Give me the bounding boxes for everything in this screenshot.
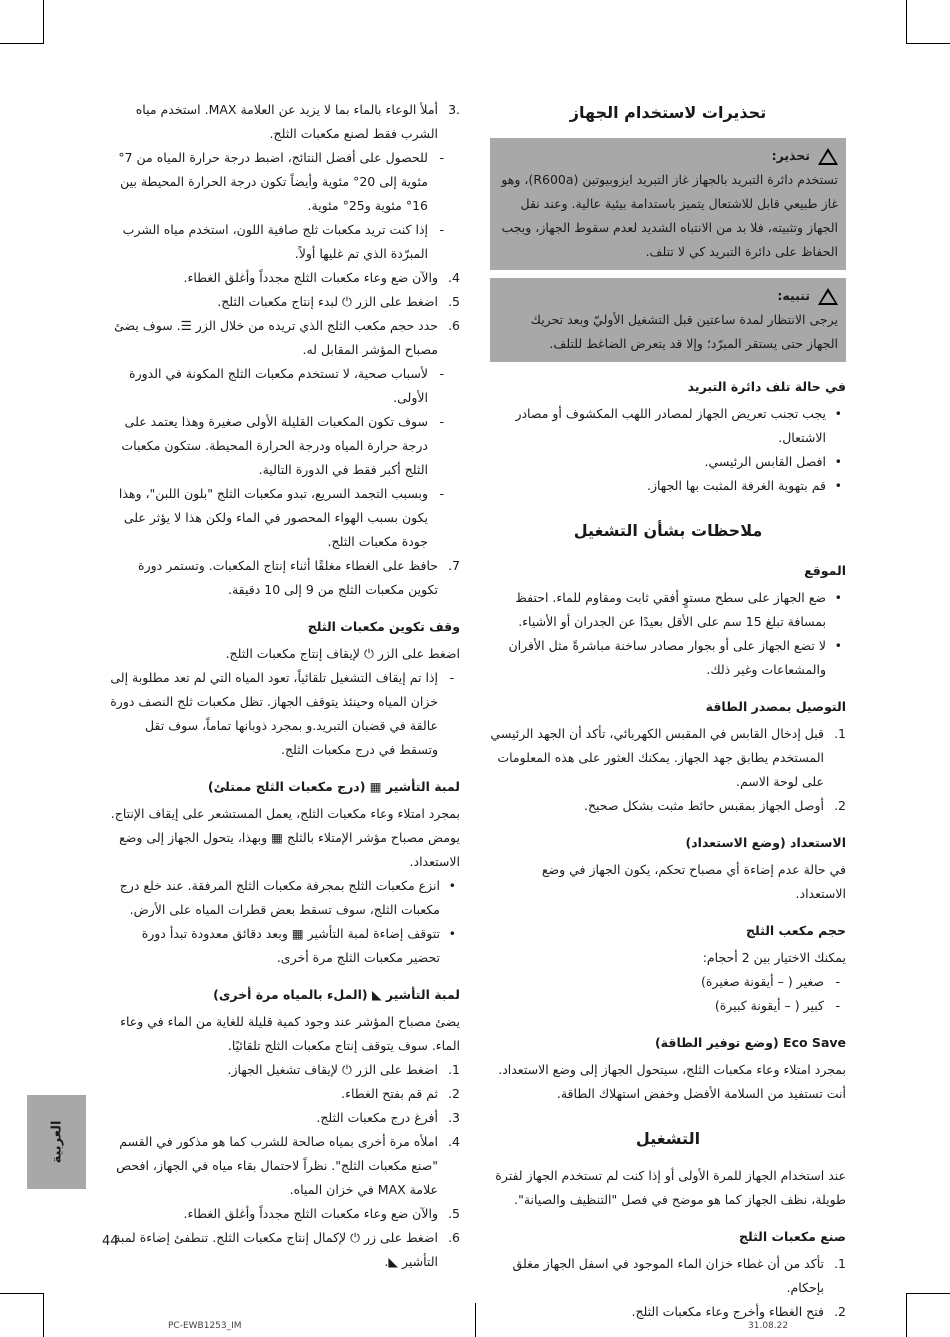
right-column <box>490 98 846 1324</box>
list-item: • قم بتهوية الغرفة المثبت بها الجهاز. <box>490 474 846 498</box>
list-item: 1. قبل إدخال القابس في المقبس الكهربائي، تأكد أن الجهد الرئيسي المستخدم يطابق جهد الجهاز. يمكنك العثور على هذه المعلومات على لوحة الاسم. <box>490 726 846 789</box>
list-item: 7. حافظ على الغطاء مغلقًا أثناء إنتاج المكعبات. وتستمر دورة تكوين مكعبات الثلج من 9 إلى 10 دقيقة. <box>138 558 460 597</box>
crop-mark <box>906 1293 907 1337</box>
eco-text: بمجرد امتلاء وعاء مكعبات الثلج، سيتحول الجهاز إلى وضع الاستعداد. أنت تستفيد من السلامة الأفضل وخفض استهلاك الطاقة. <box>498 1062 846 1101</box>
footer-code: PC-EWB1253_IM <box>168 1321 242 1331</box>
page-number: 44 <box>102 1234 119 1249</box>
notice-triangle-icon <box>818 288 838 305</box>
list-item: - لأسباب صحية، لا تستخدم مكعبات الثلج المكونة في الدورة الأولى. <box>106 362 450 410</box>
list-item: • افصل القابس الرئيسي. <box>490 450 846 474</box>
operation-text: عند استخدام الجهاز للمرة الأولى أو إذا كنت لم تستخدم الجهاز لفترة طويلة، نظف الجهاز كما هو موضح في فصل "التنظيف والصيانة". <box>495 1168 846 1207</box>
notice-title <box>498 284 838 308</box>
crop-mark <box>475 1303 476 1337</box>
full-text: بمجرد امتلاء وعاء مكعبات الثلج، يعمل المستشعر على إيقاف الإنتاج. يومض مصباح مؤشر الإمتلاء بالثلج ▦ وبهذا، يتحول الجهاز إلى وضع الاستعداد. <box>110 806 460 869</box>
list-item: 4. املأه مرة أخرى بمياه صالحة للشرب كما هو مذكور في القسم "صنع مكعبات الثلج". نظراً لاحتمال بقاء مياه في الجهاز، افحص علامة MAX في خزان المياه. <box>116 1134 460 1197</box>
language-side-tab <box>27 1095 86 1189</box>
list-item: 6. حدد حجم مكعب الثلج الذي تريده من خلال الزر ☰. سوف يضئ مصباح المؤشر المقابل له. <box>114 318 460 357</box>
list-item: 1. تأكد من أن غطاء خزان الماء الموجود في اسفل الجهاز مغلق بإحكام. <box>512 1256 846 1295</box>
list-item: 6. اضغط على زر ⏻ لإكمال إنتاج مكعبات الثلج. تنطفئ إضاءة لمبة التأشير ◣. <box>114 1230 460 1269</box>
list-item: - كبير ( – أيقونة كبيرة) <box>490 994 846 1018</box>
heading-operation: التشغيل <box>635 1129 701 1148</box>
warning-title-text: تحذير: <box>771 148 810 163</box>
list-item: • لا تضع الجهاز على أو بجوار مصادر ساخنة مباشرةً مثل الأفران والمشعاعات وغير ذلك. <box>490 634 846 682</box>
list-item: • تتوقف إضاءة لمبة التأشير ▦ وبعد دقائق معدودة تبدأ دورة تحضير مكعبات الثلج مرة أخرى. <box>106 922 460 970</box>
heading-operation-notes: ملاحظات بشأن التشغيل <box>573 521 763 540</box>
list-item: - إذا كنت تريد مكعبات ثلج صافية اللون، استخدم مياه الشرب المبرّدة الذي تم غليها أولاً. <box>106 218 450 266</box>
warning-text: تستخدم دائرة التبريد بالجهاز غاز التبريد ايزوبيوتين (R600a)، وهو غاز طبيعي قابل للاشتعال يتميز باستدامة بيئية عالية. وعند نقل الجهاز وتثبيته، فلا بد من الانتباه الشديد لعدم سقوط الجهاز، ويجب الحفاظ على دائرة التبريد كي لا تتلف. <box>501 172 838 259</box>
heading-damage: في حالة تلف دائرة التبريد <box>687 379 846 394</box>
list-item: 2. ثم قم بفتح الغطاء. <box>341 1086 460 1101</box>
notice-title-text: تنبيه: <box>777 288 810 303</box>
heading-make-ice: صنع مكعبات الثلج <box>738 1229 846 1244</box>
list-item: 3. أفرغ درج مكعبات الثلج. <box>316 1110 460 1125</box>
warning-title <box>498 144 838 168</box>
list-item: • ضع الجهاز على سطح مستوٍ أفقي ثابت ومقاوم للماء. احتفظ بمسافة تبلغ 15 سم على الأقل بعيدًا عن الجدران أو الأشياء. <box>490 586 846 634</box>
crop-mark <box>43 1293 44 1337</box>
heading-standby: الاستعداد (وضع الاستعداد) <box>685 835 846 850</box>
list-item: 5. اضغط على الزر ⏻ لبدء إنتاج مكعبات الثلج. <box>217 294 460 309</box>
list-item: 1. اضغط على الزر ⏻ لإيقاف تشغيل الجهاز. <box>227 1062 460 1077</box>
crop-mark <box>906 1293 950 1294</box>
heading-warnings: تحذيرات لاستخدام الجهاز <box>569 103 767 122</box>
language-label: العربية <box>49 1120 64 1164</box>
crop-mark <box>906 43 950 44</box>
crop-mark <box>0 1293 44 1294</box>
crop-mark <box>43 0 44 44</box>
list-item: 2. أوصل الجهاز بمقبس حائط مثبت بشكل صحيح. <box>583 798 846 813</box>
warning-box <box>490 138 846 270</box>
list-item: - وبسبب التجمد السريع، تبدو مكعبات الثلج "بلون اللبن"، وهذا يكون بسبب الهواء المحصور في الماء ولكن هذا لا يؤثر على جودة مكعبات الثلج. <box>106 482 450 554</box>
heading-stop: وقف تكوين مكعبات الثلج <box>307 619 460 634</box>
list-item: - صغير ( – أيقونة صغيرة) <box>490 970 846 994</box>
heading-eco: Eco Save (وضع توفير الطاقة) <box>654 1035 846 1050</box>
list-item: - للحصول على أفضل النتائج، اضبط درجة حرارة المياه من 7° مئوية إلى 20° مئوية وأيضاً تكون درجة الحرارة المحيطة بين 16° مئوية و25° مئوية. <box>106 146 450 218</box>
list-item: .3 أملأ الوعاء بالماء بما لا يزيد عن العلامة MAX. استخدم مياه الشرب فقط لصنع مكعبات الثلج. <box>135 102 460 141</box>
heading-full: لمبة التأشير ▦ (درج مكعبات الثلج ممتلئ) <box>207 779 460 794</box>
list-item: 4. والآن ضع وعاء مكعبات الثلج مجدداً وأغلق الغطاء. <box>183 270 460 285</box>
footer-date: 31.08.22 <box>748 1321 789 1331</box>
list-item: - إذا تم إيقاف التشغيل تلقائياً، تعود المياه التي لم تعد مطلوبة إلى خزان المياه وحينئذ يتوقف الجهاز. تظل مكعبات ثلج النصف دورة عالقة في قضبان التبريد.و بمجرد ذوبانها تماماً، سوف تقل وتسقط في درج مكعبات الثلج. <box>106 666 460 762</box>
heading-size: حجم مكعب الثلج <box>745 923 846 938</box>
list-item: 2. فتح الغطاء وأخرج وعاء مكعبات الثلج. <box>631 1304 846 1319</box>
list-item: - سوف تكون المكعبات القليلة الأولى صغيرة وهذا يعتمد على درجة حرارة المياه ودرجة الحرارة المحيطة. ستكون مكعبات الثلج أكبر فقط في الدورة التالية. <box>106 410 450 482</box>
heading-power: التوصيل بمصدر الطاقة <box>705 699 846 714</box>
notice-text: يرجى الانتظار لمدة ساعتين قبل التشغيل الأوليّ وبعد تحريك الجهاز حتى يستقر المبرّد؛ وإلا قد يتعرض الضاغط للتلف. <box>530 312 838 351</box>
standby-text: في حالة عدم إضاءة أي مصباح تحكم، يكون الجهاز في وضع الاستعداد. <box>541 862 846 901</box>
crop-mark <box>0 43 44 44</box>
warning-triangle-icon <box>818 148 838 165</box>
list-item: • انزع مكعبات الثلج بمجرفة مكعبات الثلج المرفقة. عند خلع درج مكعبات الثلج، سوف تسقط بعض قطرات المياه على الأرض. <box>106 874 460 922</box>
crop-mark <box>906 0 907 44</box>
notice-box <box>490 278 846 362</box>
stop-text: اضغط على الزر ⏻ لإيقاف إنتاج مكعبات الثلج. <box>225 646 460 661</box>
list-item: 5. والآن ضع وعاء مكعبات الثلج مجدداً وأغلق الغطاء. <box>183 1206 460 1221</box>
list-item: • يجب تجنب تعريض الجهاز لمصادر اللهب المكشوف أو مصادر الاشتعال. <box>490 402 846 450</box>
heading-refill: لمبة التأشير ◣ (الملء بالمياه مرة أخرى) <box>213 987 460 1002</box>
size-intro: يمكنك الاختيار بين 2 أحجام: <box>702 950 846 965</box>
heading-location: الموقع <box>804 563 846 578</box>
refill-text: يضئ مصباح المؤشر عند وجود كمية قليلة للغاية من الماء في وعاء الماء. سوف يتوقف إنتاج مكعبات الثلج تلقائيًا. <box>120 1014 460 1053</box>
left-column <box>106 98 460 1274</box>
